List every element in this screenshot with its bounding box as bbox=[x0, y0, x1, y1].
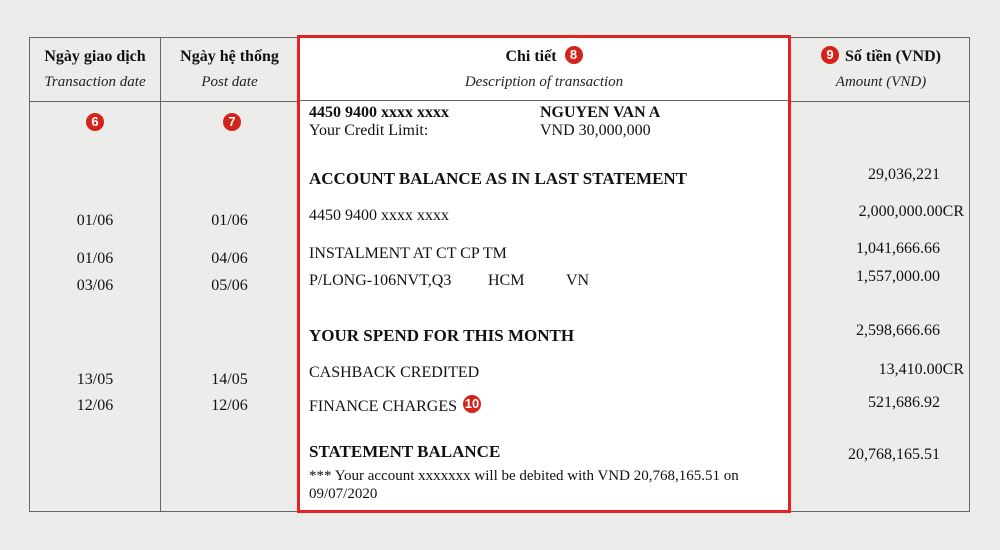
tdate-row-1: 01/06 bbox=[76, 212, 114, 229]
desc-row-2: INSTALMENT AT CT CP TM bbox=[309, 245, 507, 262]
header-post-date bbox=[161, 48, 298, 91]
header-amount-en: Amount (VND) bbox=[835, 74, 927, 91]
debit-note-line1: *** Your account xxxxxxx will be debited with VND 20,768,165.51 on bbox=[309, 468, 739, 484]
amount-row-1: 2,000,000.00CR bbox=[858, 203, 964, 220]
header-amount-vi-text: Số tiền (VND) bbox=[845, 48, 941, 65]
debit-note-line2: 09/07/2020 bbox=[309, 486, 378, 502]
card-number-header: 4450 9400 xxxx xxxx bbox=[309, 104, 449, 121]
desc-row-4: YOUR SPEND FOR THIS MONTH bbox=[309, 326, 575, 345]
pdate-row-2: 04/06 bbox=[211, 250, 248, 267]
desc-row-1: 4450 9400 xxxx xxxx bbox=[309, 207, 449, 224]
amount-row-6: 521,686.92 bbox=[868, 394, 940, 411]
badge-6: 6 bbox=[86, 113, 104, 131]
tdate-row-3: 03/06 bbox=[76, 277, 114, 294]
badge-10: 10 bbox=[464, 396, 480, 412]
desc-row-3: P/LONG-106NVT,Q3 bbox=[309, 272, 452, 289]
badge-7: 7 bbox=[223, 113, 241, 131]
header-amount-vi bbox=[791, 48, 971, 66]
desc-row-3-country: VN bbox=[566, 272, 590, 289]
desc-row-3-city: HCM bbox=[488, 272, 525, 289]
card-holder-name: NGUYEN VAN A bbox=[540, 104, 661, 121]
desc-row-5: CASHBACK CREDITED bbox=[309, 364, 480, 381]
desc-row-7: STATEMENT BALANCE bbox=[309, 442, 501, 461]
header-description-vi bbox=[300, 48, 788, 66]
header-transaction-date bbox=[30, 48, 160, 91]
pdate-row-6: 12/06 bbox=[211, 397, 248, 414]
amount-row-7: 20,768,165.51 bbox=[848, 446, 940, 463]
badge-9: 9 bbox=[821, 46, 839, 64]
amount-row-3: 1,557,000.00 bbox=[856, 268, 940, 285]
header-description-en: Description of transaction bbox=[464, 74, 624, 91]
amount-row-5: 13,410.00CR bbox=[878, 361, 964, 378]
header-post-date-vi: Ngày hệ thống bbox=[180, 48, 279, 65]
header-transaction-date-vi: Ngày giao dịch bbox=[44, 48, 146, 65]
description-column-highlight bbox=[297, 35, 791, 513]
pdate-row-5: 14/05 bbox=[211, 371, 248, 388]
desc-row-6-text: FINANCE CHARGES bbox=[309, 398, 458, 415]
amount-row-4: 2,598,666.66 bbox=[856, 322, 940, 339]
tdate-row-6: 12/06 bbox=[76, 397, 114, 414]
header-description bbox=[300, 48, 788, 91]
header-post-date-en: Post date bbox=[201, 74, 258, 90]
credit-limit-label: Your Credit Limit: bbox=[309, 122, 429, 139]
header-description-vi-text: Chi tiết bbox=[505, 48, 557, 65]
pdate-row-3: 05/06 bbox=[211, 277, 248, 294]
tdate-row-2: 01/06 bbox=[76, 250, 114, 267]
credit-limit-value: VND 30,000,000 bbox=[540, 122, 651, 139]
amount-row-0: 29,036,221 bbox=[868, 166, 940, 183]
badge-8: 8 bbox=[565, 46, 583, 64]
amount-row-2: 1,041,666.66 bbox=[856, 240, 940, 257]
pdate-row-1: 01/06 bbox=[211, 212, 248, 229]
header-transaction-date-en: Transaction date bbox=[44, 74, 146, 90]
desc-row-0: ACCOUNT BALANCE AS IN LAST STATEMENT bbox=[309, 169, 688, 188]
desc-row-6 bbox=[309, 398, 481, 416]
tdate-row-5: 13/05 bbox=[76, 371, 114, 388]
header-amount bbox=[791, 48, 971, 91]
